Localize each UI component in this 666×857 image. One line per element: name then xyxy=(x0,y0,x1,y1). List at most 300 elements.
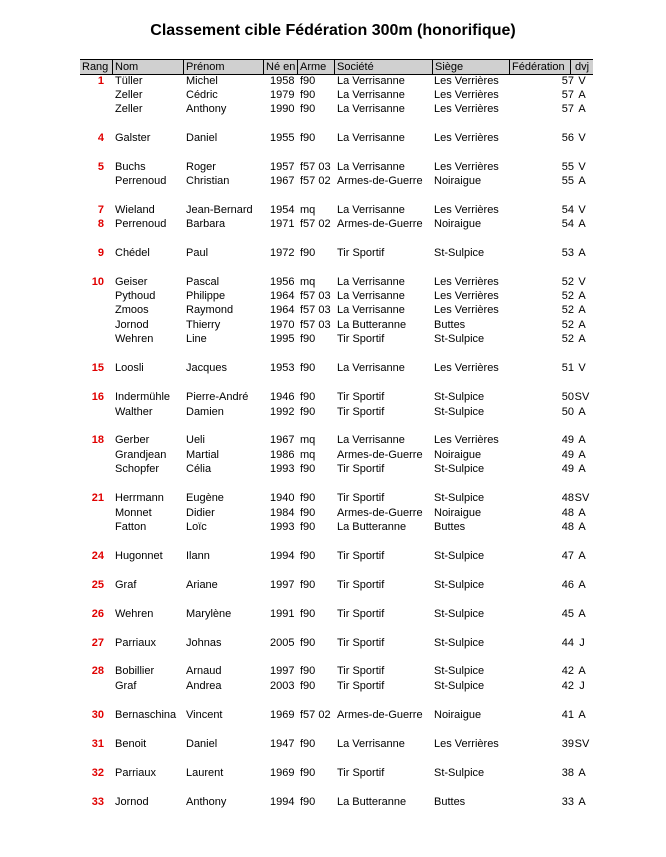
header-prenom: Prénom xyxy=(186,61,225,73)
birth-year-cell: 1940 xyxy=(270,492,295,504)
seat-cell: St-Sulpice xyxy=(434,680,485,692)
table-row xyxy=(80,520,593,534)
nom-cell: Wehren xyxy=(115,333,154,345)
weapon-cell: f57 03 xyxy=(300,161,331,173)
nom-cell: Perrenoud xyxy=(115,175,167,187)
birth-year-cell: 2005 xyxy=(270,637,295,649)
seat-cell: St-Sulpice xyxy=(434,463,485,475)
table-row xyxy=(80,160,593,174)
category-cell: V xyxy=(578,204,586,216)
seat-cell: St-Sulpice xyxy=(434,579,485,591)
nom-cell: Herrmann xyxy=(115,492,164,504)
society-cell: Tir Sportif xyxy=(337,550,385,562)
nom-cell: Bobillier xyxy=(115,665,155,677)
federation-score-cell: 57 xyxy=(561,103,574,115)
weapon-cell: f90 xyxy=(300,738,316,750)
birth-year-cell: 1955 xyxy=(270,132,295,144)
prenom-cell: Andrea xyxy=(186,680,222,692)
table-row xyxy=(80,491,593,505)
society-cell: Tir Sportif xyxy=(337,247,385,259)
weapon-cell: mq xyxy=(300,204,316,216)
rank-cell xyxy=(80,405,104,419)
table-row xyxy=(80,102,593,116)
table-row xyxy=(80,405,593,419)
rank-cell: 21 xyxy=(91,492,104,504)
society-cell: Tir Sportif xyxy=(337,391,385,403)
federation-score-cell: 52 xyxy=(561,333,574,345)
seat-cell: Noiraigue xyxy=(434,507,482,519)
birth-year-cell: 1946 xyxy=(270,391,295,403)
weapon-cell: f90 xyxy=(300,665,316,677)
prenom-cell: Philippe xyxy=(186,290,226,302)
birth-year-cell: 1972 xyxy=(270,247,295,259)
prenom-cell: Pascal xyxy=(186,276,220,288)
seat-cell: Les Verrières xyxy=(434,132,499,144)
seat-cell: Les Verrières xyxy=(434,103,499,115)
federation-score-cell: 52 xyxy=(561,290,574,302)
rank-cell: 26 xyxy=(91,608,104,620)
table-header xyxy=(80,59,593,75)
society-cell: Armes-de-Guerre xyxy=(337,218,423,230)
nom-cell: Galster xyxy=(115,132,151,144)
category-cell: A xyxy=(578,796,586,808)
category-cell: A xyxy=(578,463,586,475)
prenom-cell: Ueli xyxy=(186,434,205,446)
society-cell: La Verrisanne xyxy=(337,304,405,316)
prenom-cell: Martial xyxy=(186,449,220,461)
society-cell: La Verrisanne xyxy=(337,738,405,750)
weapon-cell: f90 xyxy=(300,507,316,519)
header-societe: Société xyxy=(337,61,374,73)
society-cell: Armes-de-Guerre xyxy=(337,709,423,721)
table-row xyxy=(80,246,593,260)
weapon-cell: f90 xyxy=(300,75,316,87)
table-row xyxy=(80,549,593,563)
rank-cell xyxy=(80,520,104,534)
federation-score-cell: 50 xyxy=(561,391,574,403)
prenom-cell: Barbara xyxy=(186,218,226,230)
society-cell: La Verrisanne xyxy=(337,362,405,374)
prenom-cell: Pierre-André xyxy=(186,391,249,403)
table-row xyxy=(80,462,593,476)
nom-cell: Zmoos xyxy=(115,304,149,316)
society-cell: Tir Sportif xyxy=(337,406,385,418)
rank-cell xyxy=(80,102,104,116)
society-cell: Tir Sportif xyxy=(337,608,385,620)
nom-cell: Bernaschina xyxy=(115,709,177,721)
prenom-cell: Daniel xyxy=(186,738,218,750)
society-cell: La Verrisanne xyxy=(337,434,405,446)
society-cell: La Butteranne xyxy=(337,521,407,533)
table-row xyxy=(80,433,593,447)
federation-score-cell: 57 xyxy=(561,89,574,101)
weapon-cell: f90 xyxy=(300,608,316,620)
federation-score-cell: 39 xyxy=(561,738,574,750)
page-title: Classement cible Fédération 300m (honorifique) xyxy=(150,22,516,39)
rank-cell: 15 xyxy=(91,362,104,374)
prenom-cell: Loïc xyxy=(186,521,207,533)
rank-cell xyxy=(80,679,104,693)
rank-cell xyxy=(80,506,104,520)
society-cell: La Verrisanne xyxy=(337,132,405,144)
weapon-cell: f90 xyxy=(300,103,316,115)
category-cell: A xyxy=(578,550,586,562)
category-cell: A xyxy=(578,218,586,230)
federation-score-cell: 48 xyxy=(561,492,574,504)
birth-year-cell: 1958 xyxy=(270,75,295,87)
society-cell: Tir Sportif xyxy=(337,637,385,649)
seat-cell: St-Sulpice xyxy=(434,247,485,259)
birth-year-cell: 2003 xyxy=(270,680,295,692)
seat-cell: St-Sulpice xyxy=(434,550,485,562)
weapon-cell: f90 xyxy=(300,406,316,418)
birth-year-cell: 1967 xyxy=(270,434,295,446)
society-cell: La Verrisanne xyxy=(337,276,405,288)
prenom-cell: Marylène xyxy=(186,608,232,620)
society-cell: La Verrisanne xyxy=(337,89,405,101)
category-cell: A xyxy=(578,406,586,418)
rank-cell xyxy=(80,448,104,462)
prenom-cell: Roger xyxy=(186,161,216,173)
category-cell: A xyxy=(578,507,586,519)
society-cell: La Verrisanne xyxy=(337,75,405,87)
seat-cell: Les Verrières xyxy=(434,304,499,316)
header-ne-en: Né en xyxy=(266,61,296,73)
seat-cell: Les Verrières xyxy=(434,75,499,87)
seat-cell: Les Verrières xyxy=(434,290,499,302)
nom-cell: Tüller xyxy=(115,75,143,87)
nom-cell: Parriaux xyxy=(115,767,156,779)
nom-cell: Graf xyxy=(115,680,137,692)
rank-cell: 32 xyxy=(91,767,104,779)
birth-year-cell: 1990 xyxy=(270,103,295,115)
category-cell: A xyxy=(578,333,586,345)
prenom-cell: Cédric xyxy=(186,89,218,101)
society-cell: La Butteranne xyxy=(337,796,407,808)
weapon-cell: f90 xyxy=(300,463,316,475)
nom-cell: Parriaux xyxy=(115,637,156,649)
rank-cell: 9 xyxy=(97,247,104,259)
weapon-cell: mq xyxy=(300,434,316,446)
rank-cell xyxy=(80,303,104,317)
seat-cell: St-Sulpice xyxy=(434,333,485,345)
weapon-cell: f90 xyxy=(300,550,316,562)
table-row xyxy=(80,737,593,751)
table-row xyxy=(80,664,593,678)
seat-cell: Les Verrières xyxy=(434,161,499,173)
header-dvj: dvj xyxy=(575,61,590,73)
birth-year-cell: 1991 xyxy=(270,608,295,620)
seat-cell: Les Verrières xyxy=(434,204,499,216)
federation-score-cell: 46 xyxy=(561,579,574,591)
weapon-cell: f90 xyxy=(300,521,316,533)
table-row xyxy=(80,303,593,317)
category-cell: A xyxy=(578,175,586,187)
federation-score-cell: 56 xyxy=(561,132,574,144)
prenom-cell: Ariane xyxy=(186,579,218,591)
weapon-cell: f57 03 xyxy=(300,290,331,302)
nom-cell: Schopfer xyxy=(115,463,160,475)
society-cell: Armes-de-Guerre xyxy=(337,507,423,519)
rank-cell xyxy=(80,332,104,346)
rank-cell: 5 xyxy=(97,161,104,173)
rank-cell: 27 xyxy=(91,637,104,649)
prenom-cell: Vincent xyxy=(186,709,223,721)
rank-cell: 24 xyxy=(91,550,104,562)
birth-year-cell: 1956 xyxy=(270,276,295,288)
weapon-cell: f57 02 xyxy=(300,175,331,187)
category-cell: A xyxy=(578,89,586,101)
rank-cell xyxy=(80,289,104,303)
federation-score-cell: 55 xyxy=(561,175,574,187)
nom-cell: Graf xyxy=(115,579,137,591)
birth-year-cell: 1994 xyxy=(270,796,295,808)
weapon-cell: mq xyxy=(300,449,316,461)
society-cell: Tir Sportif xyxy=(337,492,385,504)
society-cell: La Verrisanne xyxy=(337,161,405,173)
nom-cell: Loosli xyxy=(115,362,144,374)
category-cell: A xyxy=(578,665,586,677)
rank-cell xyxy=(80,88,104,102)
society-cell: Armes-de-Guerre xyxy=(337,449,423,461)
federation-score-cell: 53 xyxy=(561,247,574,259)
birth-year-cell: 1957 xyxy=(270,161,295,173)
nom-cell: Chédel xyxy=(115,247,150,259)
category-cell: A xyxy=(578,319,586,331)
header-federation: Fédération xyxy=(512,61,565,73)
rank-cell: 25 xyxy=(91,579,104,591)
category-cell: A xyxy=(578,709,586,721)
nom-cell: Perrenoud xyxy=(115,218,167,230)
federation-score-cell: 54 xyxy=(561,218,574,230)
table-row xyxy=(80,795,593,809)
weapon-cell: f90 xyxy=(300,132,316,144)
category-cell: A xyxy=(578,290,586,302)
nom-cell: Monnet xyxy=(115,507,152,519)
nom-cell: Jornod xyxy=(115,796,149,808)
table-row xyxy=(80,88,593,102)
weapon-cell: f90 xyxy=(300,492,316,504)
table-row xyxy=(80,332,593,346)
nom-cell: Buchs xyxy=(115,161,146,173)
birth-year-cell: 1986 xyxy=(270,449,295,461)
table-row xyxy=(80,174,593,188)
birth-year-cell: 1967 xyxy=(270,175,295,187)
society-cell: Tir Sportif xyxy=(337,767,385,779)
prenom-cell: Ilann xyxy=(186,550,210,562)
federation-score-cell: 48 xyxy=(561,507,574,519)
weapon-cell: f57 02 xyxy=(300,218,331,230)
rank-cell: 7 xyxy=(97,204,104,216)
header-nom: Nom xyxy=(115,61,139,73)
federation-score-cell: 55 xyxy=(561,161,574,173)
federation-score-cell: 44 xyxy=(561,637,574,649)
seat-cell: St-Sulpice xyxy=(434,492,485,504)
society-cell: Tir Sportif xyxy=(337,579,385,591)
rank-cell xyxy=(80,174,104,188)
prenom-cell: Daniel xyxy=(186,132,218,144)
category-cell: SV xyxy=(574,492,590,504)
seat-cell: St-Sulpice xyxy=(434,391,485,403)
seat-cell: Buttes xyxy=(434,319,466,331)
prenom-cell: Johnas xyxy=(186,637,222,649)
federation-score-cell: 49 xyxy=(561,449,574,461)
prenom-cell: Célia xyxy=(186,463,212,475)
prenom-cell: Laurent xyxy=(186,767,224,779)
birth-year-cell: 1979 xyxy=(270,89,295,101)
society-cell: La Butteranne xyxy=(337,319,407,331)
federation-score-cell: 51 xyxy=(561,362,574,374)
nom-cell: Geiser xyxy=(115,276,148,288)
nom-cell: Pythoud xyxy=(115,290,156,302)
table-row xyxy=(80,607,593,621)
seat-cell: Noiraigue xyxy=(434,449,482,461)
birth-year-cell: 1953 xyxy=(270,362,295,374)
seat-cell: St-Sulpice xyxy=(434,637,485,649)
category-cell: SV xyxy=(574,391,590,403)
table-row xyxy=(80,131,593,145)
federation-score-cell: 52 xyxy=(561,304,574,316)
federation-score-cell: 41 xyxy=(561,709,574,721)
weapon-cell: f90 xyxy=(300,89,316,101)
nom-cell: Wehren xyxy=(115,608,154,620)
prenom-cell: Thierry xyxy=(186,319,221,331)
weapon-cell: mq xyxy=(300,276,316,288)
seat-cell: Les Verrières xyxy=(434,89,499,101)
society-cell: La Verrisanne xyxy=(337,290,405,302)
seat-cell: Noiraigue xyxy=(434,175,482,187)
federation-score-cell: 42 xyxy=(561,680,574,692)
table-row xyxy=(80,275,593,289)
category-cell: V xyxy=(578,75,586,87)
seat-cell: Les Verrières xyxy=(434,362,499,374)
table-row xyxy=(80,636,593,650)
birth-year-cell: 1994 xyxy=(270,550,295,562)
table-row xyxy=(80,578,593,592)
rank-cell: 4 xyxy=(97,132,104,144)
prenom-cell: Michel xyxy=(186,75,218,87)
prenom-cell: Anthony xyxy=(186,796,227,808)
rank-cell: 33 xyxy=(91,796,104,808)
header-rang: Rang xyxy=(82,61,109,73)
nom-cell: Fatton xyxy=(115,521,147,533)
prenom-cell: Didier xyxy=(186,507,215,519)
society-cell: Tir Sportif xyxy=(337,665,385,677)
federation-score-cell: 45 xyxy=(561,608,574,620)
nom-cell: Jornod xyxy=(115,319,149,331)
nom-cell: Walther xyxy=(115,406,153,418)
table-row xyxy=(80,506,593,520)
table-row xyxy=(80,318,593,332)
table-row xyxy=(80,217,593,231)
rank-cell: 31 xyxy=(91,738,104,750)
nom-cell: Zeller xyxy=(115,103,143,115)
category-cell: V xyxy=(578,132,586,144)
weapon-cell: f90 xyxy=(300,333,316,345)
nom-cell: Grandjean xyxy=(115,449,167,461)
seat-cell: Les Verrières xyxy=(434,276,499,288)
rank-cell: 10 xyxy=(91,276,104,288)
nom-cell: Hugonnet xyxy=(115,550,163,562)
weapon-cell: f90 xyxy=(300,391,316,403)
category-cell: A xyxy=(578,449,586,461)
federation-score-cell: 42 xyxy=(561,665,574,677)
birth-year-cell: 1997 xyxy=(270,665,295,677)
federation-score-cell: 57 xyxy=(561,75,574,87)
category-cell: A xyxy=(578,608,586,620)
prenom-cell: Christian xyxy=(186,175,230,187)
weapon-cell: f90 xyxy=(300,247,316,259)
seat-cell: St-Sulpice xyxy=(434,608,485,620)
seat-cell: Buttes xyxy=(434,796,466,808)
birth-year-cell: 1971 xyxy=(270,218,295,230)
seat-cell: Les Verrières xyxy=(434,738,499,750)
rank-cell: 1 xyxy=(97,75,104,87)
weapon-cell: f90 xyxy=(300,680,316,692)
seat-cell: St-Sulpice xyxy=(434,665,485,677)
birth-year-cell: 1995 xyxy=(270,333,295,345)
society-cell: La Verrisanne xyxy=(337,204,405,216)
category-cell: J xyxy=(579,637,585,649)
prenom-cell: Paul xyxy=(186,247,209,259)
birth-year-cell: 1964 xyxy=(270,304,295,316)
weapon-cell: f57 02 xyxy=(300,709,331,721)
nom-cell: Zeller xyxy=(115,89,143,101)
rank-cell: 8 xyxy=(97,218,104,230)
header-siege: Siège xyxy=(435,61,464,73)
nom-cell: Wieland xyxy=(115,204,155,216)
prenom-cell: Line xyxy=(186,333,207,345)
birth-year-cell: 1964 xyxy=(270,290,295,302)
federation-score-cell: 54 xyxy=(561,204,574,216)
federation-score-cell: 49 xyxy=(561,463,574,475)
seat-cell: St-Sulpice xyxy=(434,406,485,418)
seat-cell: Les Verrières xyxy=(434,434,499,446)
table-row xyxy=(80,448,593,462)
birth-year-cell: 1970 xyxy=(270,319,295,331)
society-cell: Armes-de-Guerre xyxy=(337,175,423,187)
birth-year-cell: 1993 xyxy=(270,521,295,533)
nom-cell: Benoit xyxy=(115,738,147,750)
prenom-cell: Arnaud xyxy=(186,665,222,677)
seat-cell: Buttes xyxy=(434,521,466,533)
birth-year-cell: 1954 xyxy=(270,204,295,216)
nom-cell: Indermühle xyxy=(115,391,171,403)
rank-cell: 16 xyxy=(91,391,104,403)
category-cell: A xyxy=(578,103,586,115)
category-cell: A xyxy=(578,434,586,446)
rank-cell xyxy=(80,462,104,476)
society-cell: Tir Sportif xyxy=(337,333,385,345)
birth-year-cell: 1969 xyxy=(270,767,295,779)
society-cell: La Verrisanne xyxy=(337,103,405,115)
prenom-cell: Eugène xyxy=(186,492,224,504)
seat-cell: Noiraigue xyxy=(434,709,482,721)
birth-year-cell: 1947 xyxy=(270,738,295,750)
table-row xyxy=(80,708,593,722)
category-cell: SV xyxy=(574,738,590,750)
table-row xyxy=(80,679,593,693)
federation-score-cell: 52 xyxy=(561,276,574,288)
seat-cell: Noiraigue xyxy=(434,218,482,230)
rank-cell: 30 xyxy=(91,709,104,721)
rank-cell: 28 xyxy=(91,665,104,677)
federation-score-cell: 50 xyxy=(561,406,574,418)
table-row xyxy=(80,361,593,375)
prenom-cell: Damien xyxy=(186,406,224,418)
birth-year-cell: 1969 xyxy=(270,709,295,721)
category-cell: A xyxy=(578,247,586,259)
